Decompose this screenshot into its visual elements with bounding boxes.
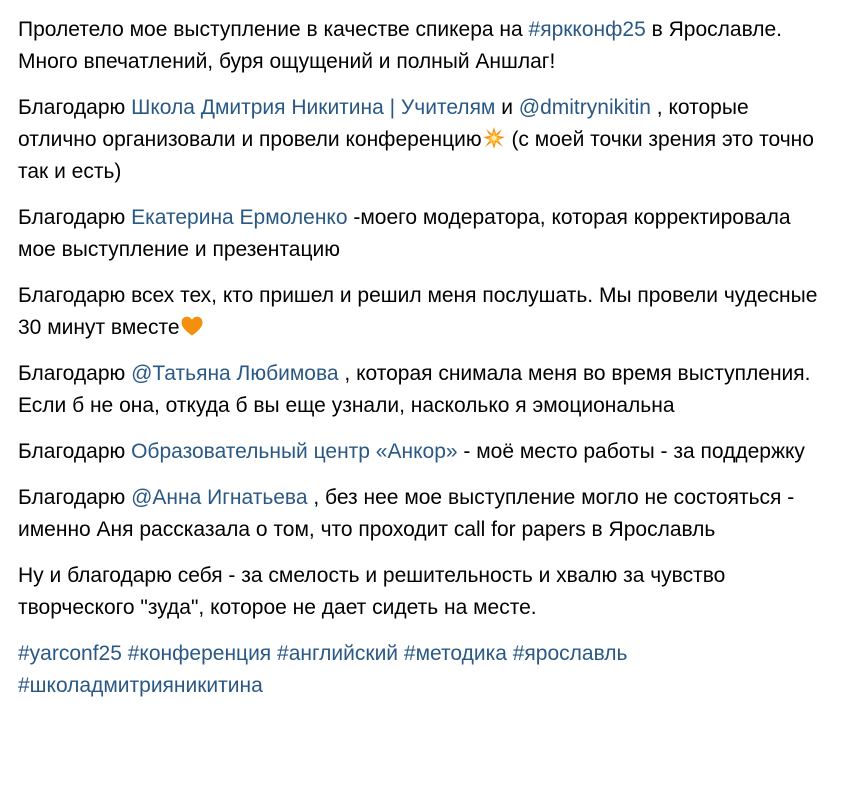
mention-link-lyubimova[interactable]: @Татьяна Любимова [131, 362, 339, 385]
mention-link-ignatieva[interactable]: @Анна Игнатьева [131, 486, 308, 509]
collision-emoji-icon [482, 126, 506, 150]
mention-link-nikitin-school[interactable]: Школа Дмитрия Никитина | Учителям [131, 96, 496, 119]
mention-link-dmitrynikitin[interactable]: @dmitrynikitin [518, 96, 651, 119]
hashtags-row [18, 638, 828, 702]
thanks-workplace-text: - моё место работы - за поддержку [457, 440, 805, 463]
thanks-self-text: Ну и благодарю себя - за смелость и решительность и хвалю за чувство творческого "зуда", которое не дает сидеть на месте. [18, 564, 726, 619]
paragraph-thanks-self [18, 560, 828, 624]
intro-text: Пролетело мое выступление в качестве спикера на [18, 18, 529, 41]
thanks-anna-text: , без нее мое выступление могло не состояться - именно Аня рассказала о том, что проходит call for papers в Ярославль [18, 486, 795, 541]
thanks-moderator-text: -моего модератора, которая корректировала мое выступление и презентацию [18, 206, 791, 261]
conjunction-text: и [495, 96, 519, 119]
hashtag-link-yarkonf25[interactable]: #яркконф25 [528, 18, 646, 41]
mention-link-ermolenko[interactable]: Екатерина Ермоленко [131, 206, 348, 229]
orange-heart-emoji-icon [180, 314, 204, 338]
thanks-text: Благодарю [18, 486, 132, 509]
paragraph-thanks-anna [18, 482, 828, 546]
paragraph-thanks-organizers [18, 92, 828, 188]
hashtag-link[interactable]: #ярославль [512, 642, 628, 665]
hashtag-link[interactable]: #английский [277, 642, 399, 665]
paragraph-intro [18, 14, 828, 78]
thanks-organizers-text: , которые отлично организовали и провели конференцию [18, 96, 749, 151]
thanks-text: Благодарю [18, 96, 132, 119]
mention-link-ankor[interactable]: Образовательный центр «Анкор» [131, 440, 458, 463]
hashtag-link[interactable]: #школадмитрияникитина [18, 674, 263, 697]
thanks-text: Благодарю [18, 206, 132, 229]
thanks-text: Благодарю [18, 362, 132, 385]
paragraph-thanks-photographer [18, 358, 828, 422]
hashtag-link[interactable]: #yarconf25 [18, 642, 122, 665]
paragraph-thanks-workplace [18, 436, 828, 468]
thanks-text: Благодарю [18, 440, 132, 463]
paragraph-thanks-moderator [18, 202, 828, 266]
thanks-photographer-text: , которая снимала меня во время выступления. Если б не она, откуда б вы еще узнали, насколько я эмоциональна [18, 362, 811, 417]
hashtag-link[interactable]: #конференция [127, 642, 272, 665]
hashtag-link[interactable]: #методика [403, 642, 507, 665]
paragraph-thanks-audience [18, 280, 828, 344]
thanks-audience-text: Благодарю всех тех, кто пришел и решил меня послушать. Мы провели чудесные 30 минут вместе [18, 284, 818, 339]
thanks-organizers-text-end: (с моей точки зрения это точно так и есть) [18, 128, 814, 183]
intro-text-end: в Ярославле. Много впечатлений, буря ощущений и полный Аншлаг! [18, 18, 783, 73]
